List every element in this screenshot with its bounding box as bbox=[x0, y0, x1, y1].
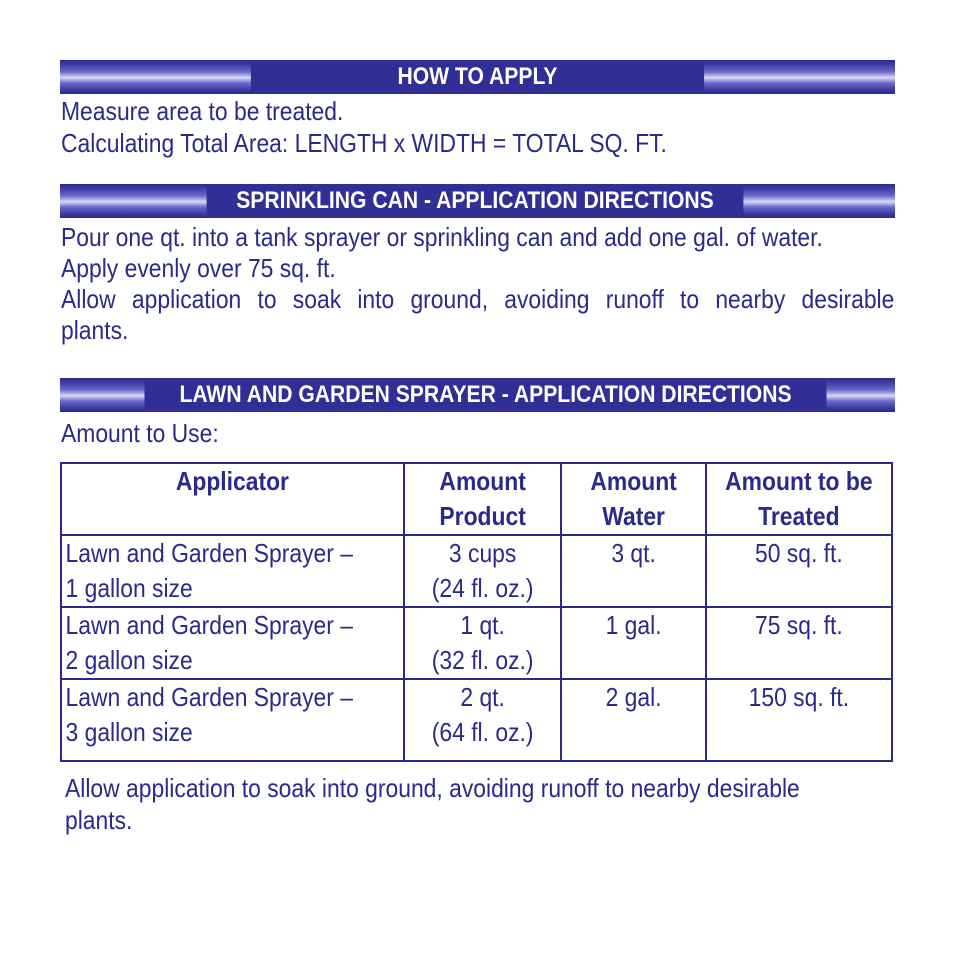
sprayer-footer-line-2: plants. bbox=[65, 805, 133, 835]
sprinkling-can-line-2: Apply evenly over 75 sq. ft. bbox=[61, 253, 336, 283]
table-row bbox=[61, 535, 892, 607]
table-header-row bbox=[61, 463, 892, 535]
water-value: 1 gal. bbox=[605, 610, 662, 640]
header-amount-treated bbox=[706, 463, 892, 535]
applicator-line-2: 2 gallon size bbox=[65, 645, 193, 675]
product-line-1: 2 qt. bbox=[460, 682, 505, 712]
applicator-line-2: 1 gallon size bbox=[65, 573, 193, 603]
applicator-line-1: Lawn and Garden Sprayer – bbox=[65, 682, 353, 712]
table-row bbox=[61, 607, 892, 679]
table-row bbox=[61, 679, 892, 761]
cell-applicator bbox=[61, 679, 404, 761]
treated-value: 75 sq. ft. bbox=[755, 610, 844, 640]
applicator-line-2: 3 gallon size bbox=[65, 717, 193, 747]
product-line-2: (32 fl. oz.) bbox=[431, 645, 534, 675]
product-line-2: (64 fl. oz.) bbox=[431, 717, 534, 747]
cell-water bbox=[561, 679, 706, 761]
sprinkling-can-para: Allow application to soak into ground, avoiding runoff to nearby desirable bbox=[61, 284, 895, 314]
cell-applicator bbox=[61, 535, 404, 607]
cell-treated bbox=[706, 535, 892, 607]
cell-product bbox=[404, 679, 561, 761]
water-value: 2 gal. bbox=[605, 682, 662, 712]
header-amount-treated-l2: Treated bbox=[758, 501, 840, 531]
cell-product bbox=[404, 607, 561, 679]
sprinkling-can-line-1: Pour one qt. into a tank sprayer or sprinkling can and add one gal. of water. bbox=[61, 222, 823, 252]
how-to-apply-line-1: Measure area to be treated. bbox=[61, 96, 344, 126]
header-amount-product-l2: Product bbox=[439, 501, 526, 531]
header-amount-product-l1: Amount bbox=[439, 466, 526, 496]
cell-water bbox=[561, 535, 706, 607]
header-amount-water bbox=[561, 463, 706, 535]
cell-treated bbox=[706, 607, 892, 679]
product-line-2: (24 fl. oz.) bbox=[431, 573, 534, 603]
cell-water bbox=[561, 607, 706, 679]
header-amount-product bbox=[404, 463, 561, 535]
treated-value: 50 sq. ft. bbox=[755, 538, 844, 568]
header-amount-water-l2: Water bbox=[602, 501, 666, 531]
header-applicator-label: Applicator bbox=[175, 466, 289, 496]
header-amount-water-l1: Amount bbox=[590, 466, 677, 496]
water-value: 3 qt. bbox=[611, 538, 656, 568]
sprinkling-can-para-end: plants. bbox=[61, 315, 129, 345]
cell-treated bbox=[706, 679, 892, 761]
sprinkling-can-banner bbox=[60, 184, 895, 218]
how-to-apply-line-2: Calculating Total Area: LENGTH x WIDTH = TOTAL SQ. FT. bbox=[61, 128, 667, 158]
applicator-line-1: Lawn and Garden Sprayer – bbox=[65, 610, 353, 640]
product-line-1: 3 cups bbox=[448, 538, 517, 568]
cell-product bbox=[404, 535, 561, 607]
applicator-line-1: Lawn and Garden Sprayer – bbox=[65, 538, 353, 568]
sprayer-banner bbox=[60, 378, 895, 412]
amount-to-use-label: Amount to Use: bbox=[61, 418, 219, 448]
sprinkling-can-title: SPRINKLING CAN - APPLICATION DIRECTIONS bbox=[207, 184, 744, 218]
sprayer-title: LAWN AND GARDEN SPRAYER - APPLICATION DIRECTIONS bbox=[145, 378, 827, 412]
sprayer-footer-line-1: Allow application to soak into ground, avoiding runoff to nearby desirable bbox=[65, 773, 800, 803]
header-applicator bbox=[61, 463, 404, 535]
product-line-1: 1 qt. bbox=[460, 610, 505, 640]
amount-table bbox=[60, 462, 893, 762]
how-to-apply-banner bbox=[60, 60, 895, 94]
how-to-apply-title: HOW TO APPLY bbox=[251, 60, 704, 94]
cell-applicator bbox=[61, 607, 404, 679]
header-amount-treated-l1: Amount to be bbox=[725, 466, 873, 496]
treated-value: 150 sq. ft. bbox=[748, 682, 850, 712]
